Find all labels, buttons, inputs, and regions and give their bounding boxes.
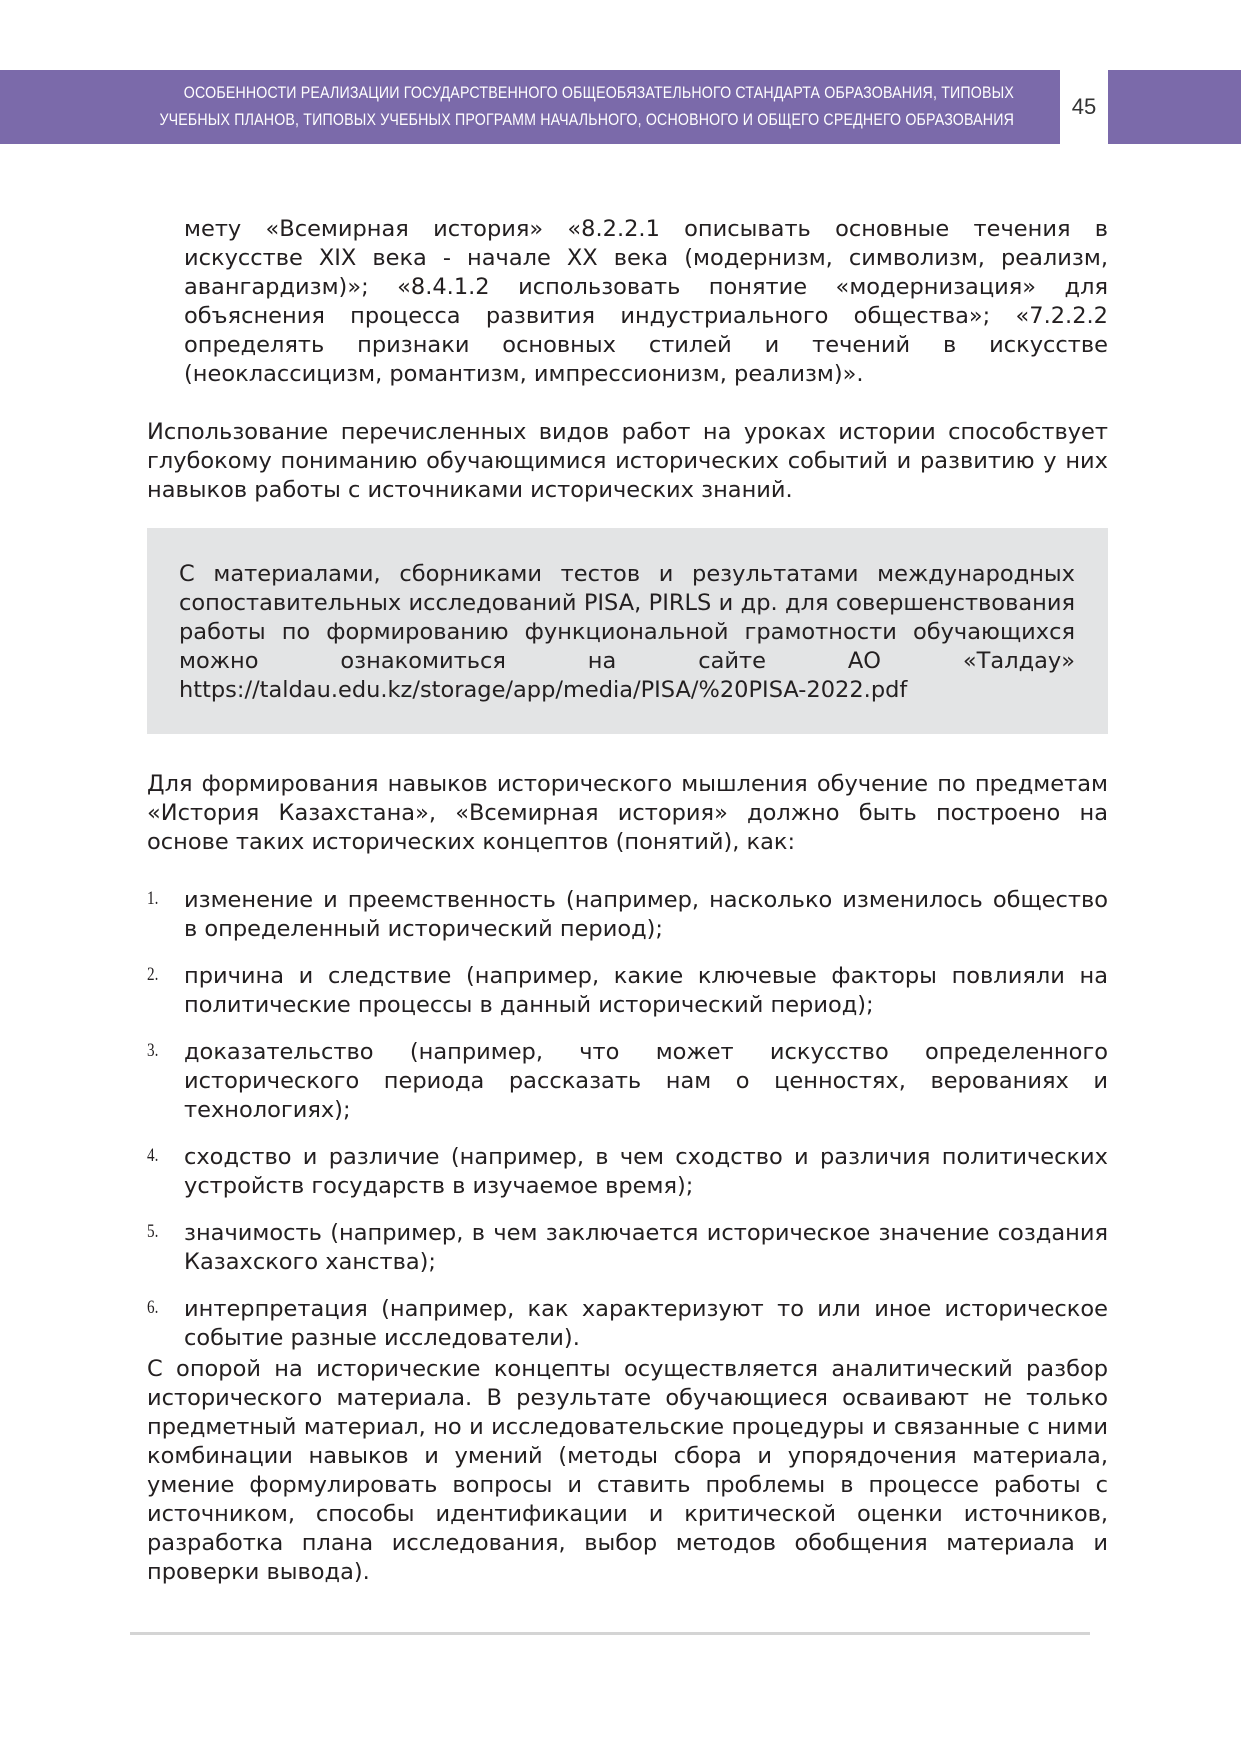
list-item-number: 2.	[147, 964, 159, 985]
list-item-number: 1.	[147, 888, 159, 909]
concepts-list	[147, 886, 1108, 1371]
list-item-text: интерпретация (например, как характеризуют то или иное историческое событие разные исследователи).	[184, 1296, 1108, 1351]
list-item-text: значимость (например, в чем заключается историческое значение создания Казахского ханства);	[184, 1220, 1108, 1275]
list-item-number: 6.	[147, 1297, 159, 1318]
list-item	[147, 886, 1108, 944]
running-header-line-1: ОСОБЕННОСТИ РЕАЛИЗАЦИИ ГОСУДАРСТВЕННОГО ОБЩЕОБЯЗАТЕЛЬНОГО СТАНДАРТА ОБРАЗОВАНИЯ, ТИПОВЫХ	[183, 84, 1014, 102]
paragraph-concepts-intro: Для формирования навыков исторического мышления обучение по предметам «История Казахстана», «Всемирная история» должно быть построено на основе таких исторических концептов (понятий), как:	[147, 771, 1108, 855]
list-item-text: доказательство (например, что может искусство определенного исторического периода рассказать нам о ценностях, верованиях и технологиях);	[184, 1039, 1108, 1123]
list-item	[147, 1038, 1108, 1125]
info-box	[147, 528, 1108, 734]
running-header-title	[154, 80, 1014, 134]
paragraph-usage: Использование перечисленных видов работ на уроках истории способствует глубокому пониманию обучающимися исторических событий и развитию у них навыков работы с источниками исторических знаний.	[147, 419, 1108, 503]
list-item-number: 3.	[147, 1040, 159, 1061]
running-header-line-2: УЧЕБНЫХ ПЛАНОВ, ТИПОВЫХ УЧЕБНЫХ ПРОГРАММ НАЧАЛЬНОГО, ОСНОВНОГО И ОБЩЕГО СРЕДНЕГО ОБРАЗОВАНИЯ	[159, 111, 1014, 129]
info-box-text: С материалами, сборниками тестов и результатами международных сопоставительных исследований PISA, PIRLS и др. для совершенствования работы по формированию функциональной грамотности обучающихся можно ознакомиться на сайте АО «Талдау» https://taldau.edu.kz/storage/app/media/PISA/%20PISA-2022.pdf	[179, 561, 1075, 703]
list-item	[147, 1143, 1108, 1201]
footer-divider	[130, 1632, 1090, 1635]
list-item-text: причина и следствие (например, какие ключевые факторы повлияли на политические процессы в данный исторический период);	[184, 963, 1108, 1018]
list-item-number: 4.	[147, 1145, 159, 1166]
list-item-number: 5.	[147, 1221, 159, 1242]
header-band	[0, 70, 1060, 144]
page-number: 45	[1071, 94, 1097, 119]
list-item	[147, 1295, 1108, 1353]
header-end-band	[1108, 70, 1241, 144]
list-item	[147, 1219, 1108, 1277]
list-item	[147, 962, 1108, 1020]
list-item-text: сходство и различие (например, в чем сходство и различия политических устройств государств в изучаемое время);	[184, 1144, 1108, 1199]
list-item-text: изменение и преемственность (например, насколько изменилось общество в определенный исторический период);	[184, 887, 1108, 942]
paragraph-analysis: С опорой на исторические концепты осуществляется аналитический разбор исторического материала. В результате обучающиеся осваивают не только предметный материал, но и исследовательские процедуры и связанные с ними комбинации навыков и умений (методы сбора и упорядочения материала, умение формулировать вопросы и ставить проблемы в процессе работы с источником, способы идентификации и критической оценки источников, разработка плана исследования, выбор методов обобщения материала и проверки вывода).	[147, 1356, 1108, 1585]
paragraph-continuation: мету «Всемирная история» «8.2.2.1 описывать основные течения в искусстве XIX века - начале XX века (модернизм, символизм, реализм, авангардизм)»; «8.4.1.2 использовать понятие «модернизация» для объяснения процесса развития индустриального общества»; «7.2.2.2 определять признаки основных стилей и течений в искусстве (неоклассицизм, романтизм, импрессионизм, реализм)».	[184, 216, 1108, 387]
